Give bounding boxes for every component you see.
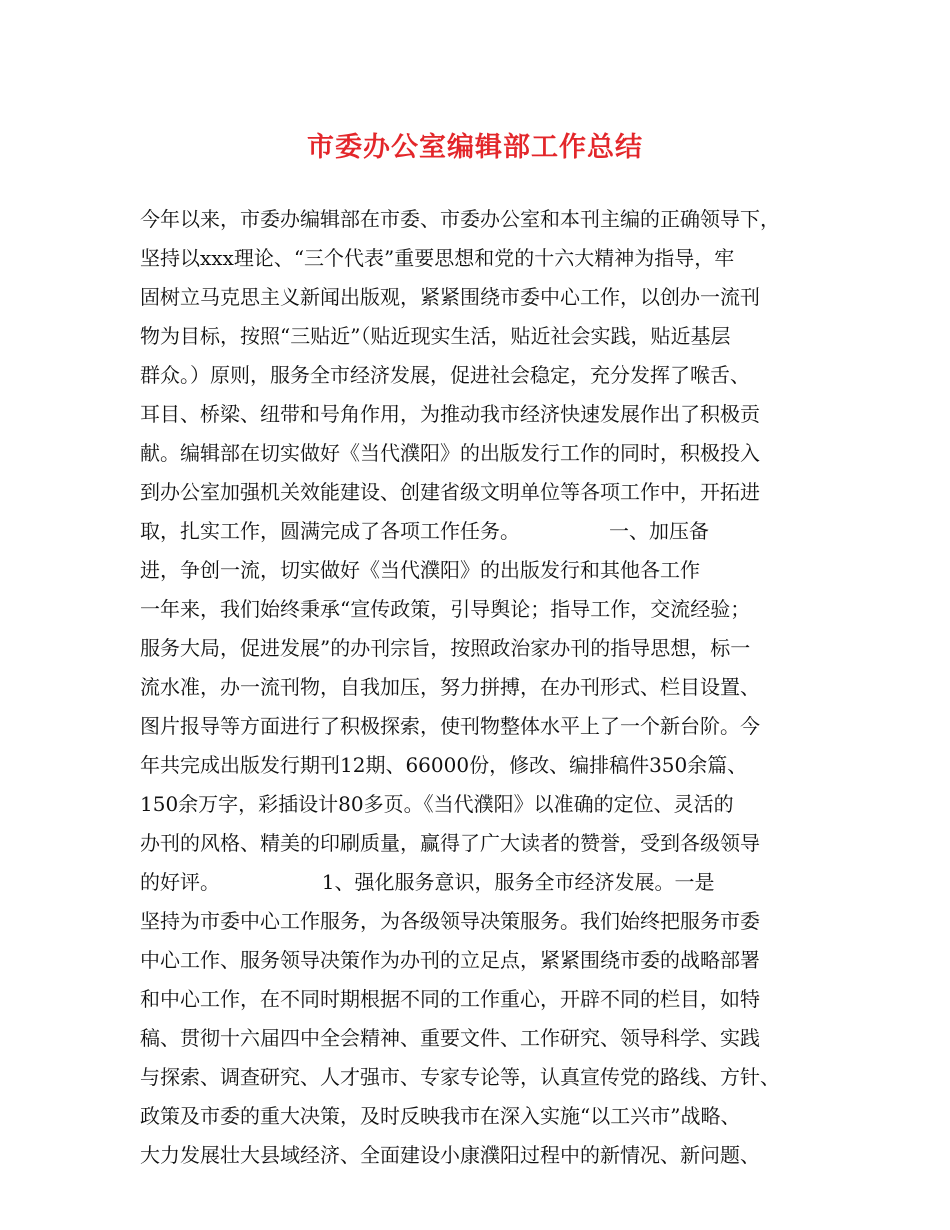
body-line: 物为目标，按照“三贴近”（贴近现实生活，贴近社会实践，贴近基层: [140, 324, 731, 348]
body-line: 取，扎实工作，圆满完成了各项工作任务。 一、加压备: [140, 519, 710, 543]
body-line: 进，争创一流，切实做好《当代濮阳》的出版发行和其他各工作: [140, 558, 700, 582]
body-line: 到办公室加强机关效能建设、创建省级文明单位等各项工作中，开拓进: [140, 480, 760, 504]
body-line: 稿、贯彻十六届四中全会精神、重要文件、工作研究、领导科学、实践: [140, 1026, 760, 1050]
body-line: 群众。）原则，服务全市经济发展，促进社会稳定，充分发挥了喉舌、: [140, 363, 750, 387]
body-line: 图片报导等方面进行了积极探索，使刊物整体水平上了一个新台阶。今: [140, 714, 760, 738]
body-line: 年共完成出版发行期刊12期、66000份，修改、编排稿件350余篇、: [140, 753, 748, 777]
body-line: 和中心工作，在不同时期根据不同的工作重心，开辟不同的栏目，如特: [140, 987, 760, 1011]
body-line: 坚持以xxx理论、“三个代表”重要思想和党的十六大精神为指导，牢: [140, 246, 735, 270]
body-line: 大力发展壮大县域经济、全面建设小康濮阳过程中的新情况、新问题、: [140, 1143, 760, 1167]
body-line: 坚持为市委中心工作服务，为各级领导决策服务。我们始终把服务市委: [140, 909, 760, 933]
body-line: 中心工作、服务领导决策作为办刊的立足点，紧紧围绕市委的战略部署: [140, 948, 760, 972]
body-line: 耳目、桥梁、纽带和号角作用，为推动我市经济快速发展作出了积极贡: [140, 402, 760, 426]
document-title: 市委办公室编辑部工作总结: [307, 132, 643, 163]
body-line: 150余万字，彩插设计80多页。《当代濮阳》以准确的定位、灵活的: [140, 792, 734, 816]
body-line: 政策及市委的重大决策，及时反映我市在深入实施“以工兴市”战略、: [140, 1104, 741, 1128]
document-body: [140, 200, 820, 1175]
body-line: 一年来，我们始终秉承“宣传政策，引导舆论；指导工作，交流经验；: [140, 597, 751, 621]
body-line: 的好评。 1、强化服务意识，服务全市经济发展。一是: [140, 870, 715, 894]
body-line: 服务大局，促进发展”的办刊宗旨，按照政治家办刊的指导思想，标一: [140, 636, 751, 660]
body-line: 献。编辑部在切实做好《当代濮阳》的出版发行工作的同时，积极投入: [140, 441, 760, 465]
body-line: 固树立马克思主义新闻出版观，紧紧围绕市委中心工作，以创办一流刊: [140, 285, 760, 309]
body-line: 办刊的风格、精美的印刷质量，赢得了广大读者的赞誉，受到各级领导: [140, 831, 760, 855]
body-line: 与探索、调查研究、人才强市、专家专论等，认真宣传党的路线、方针、: [140, 1065, 780, 1089]
body-line: 今年以来，市委办编辑部在市委、市委办公室和本刊主编的正确领导下，: [140, 207, 780, 231]
body-line: 流水准，办一流刊物，自我加压，努力拼搏，在办刊形式、栏目设置、: [140, 675, 760, 699]
